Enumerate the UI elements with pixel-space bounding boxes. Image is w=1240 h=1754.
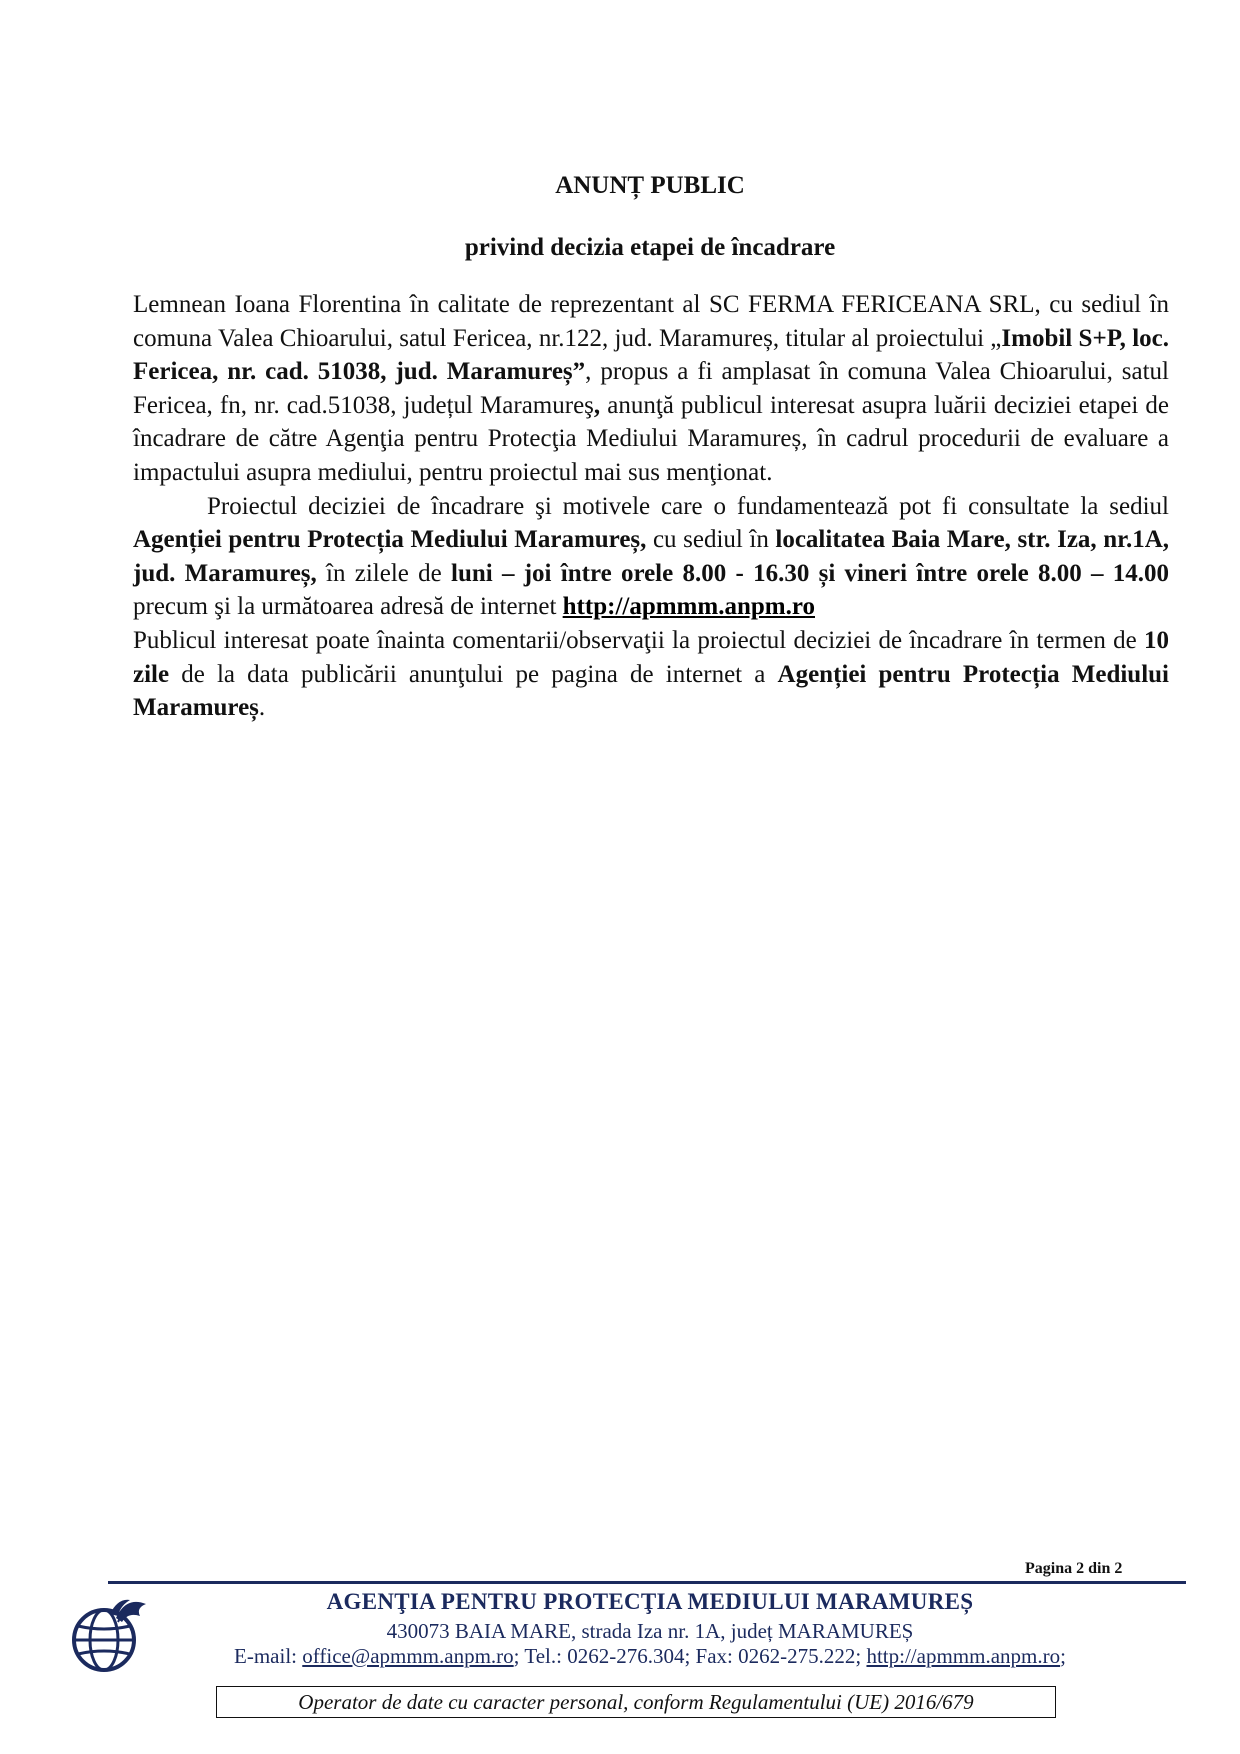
- agency-website-link[interactable]: http://apmmm.anpm.ro: [562, 593, 815, 621]
- footer-website-link[interactable]: http://apmmm.anpm.ro: [866, 1644, 1061, 1668]
- page-subtitle: privind decizia etapei de încadrare: [464, 234, 836, 261]
- footer-contacts: E-mail: office@apmmm.anpm.ro; Tel.: 0262-276.304; Fax: 0262-275.222; http://apmmm.anpm.ro;: [234, 1644, 1066, 1668]
- gdpr-notice: Operator de date cu caracter personal, conform Regulamentului (UE) 2016/679: [216, 1686, 1056, 1718]
- footer-address: 430073 BAIA MARE, strada Iza nr. 1A, județ MARAMUREȘ: [386, 1619, 914, 1643]
- announcement-body: [133, 288, 1169, 725]
- footer-agency-name: AGENŢIA PENTRU PROTECŢIA MEDIULUI MARAMUREȘ: [326, 1589, 974, 1614]
- paragraph-consultation: Proiectul deciziei de încadrare şi motivele care o fundamentează pot fi consultate la sediul Agenției pentru Protecția Mediului Maramureș, cu sediul în localitatea Baia Mare, str. Iza, nr.1A, jud. Maramureș, în zilele de luni – joi între orele 8.00 - 16.30 și vineri între orele 8.00 – 14.00 precum şi la următoarea adresă de internet http://apmmm.anpm.ro: [133, 492, 1170, 621]
- page-number: Pagina 2 din 2: [1025, 1560, 1123, 1577]
- paragraph-comments: Publicul interesat poate înainta comentarii/observaţii la proiectul deciziei de încadrare în termen de 10 zile de la data publicării anunţului pe pagina de internet a Agenției pentru Protecția Mediului Maramureș.: [133, 626, 1169, 722]
- paragraph-intro: Lemnean Ioana Florentina în calitate de reprezentant al SC FERMA FERICEANA SRL, cu sediul în comuna Valea Chioarului, satul Fericea, nr.122, jud. Maramureș, titular al proiectului „Imobil S+P, loc. Fericea, nr. cad. 51038, jud. Maramureș”, propus a fi amplasat în comuna Valea Chioarului, satul Fericea, fn, nr. cad.51038, județul Maramureş, anunţă publicul interesat asupra luării deciziei etapei de încadrare de către Agenţia pentru Protecţia Mediului Maramureș, în cadrul procedurii de evaluare a impactului asupra mediului, pentru proiectul mai sus menţionat.: [133, 291, 1169, 486]
- page-title: ANUNȚ PUBLIC: [555, 172, 745, 199]
- footer-email-link[interactable]: office@apmmm.anpm.ro: [302, 1644, 514, 1668]
- footer-divider: [108, 1581, 1186, 1584]
- globe-tree-logo-icon: [66, 1588, 156, 1678]
